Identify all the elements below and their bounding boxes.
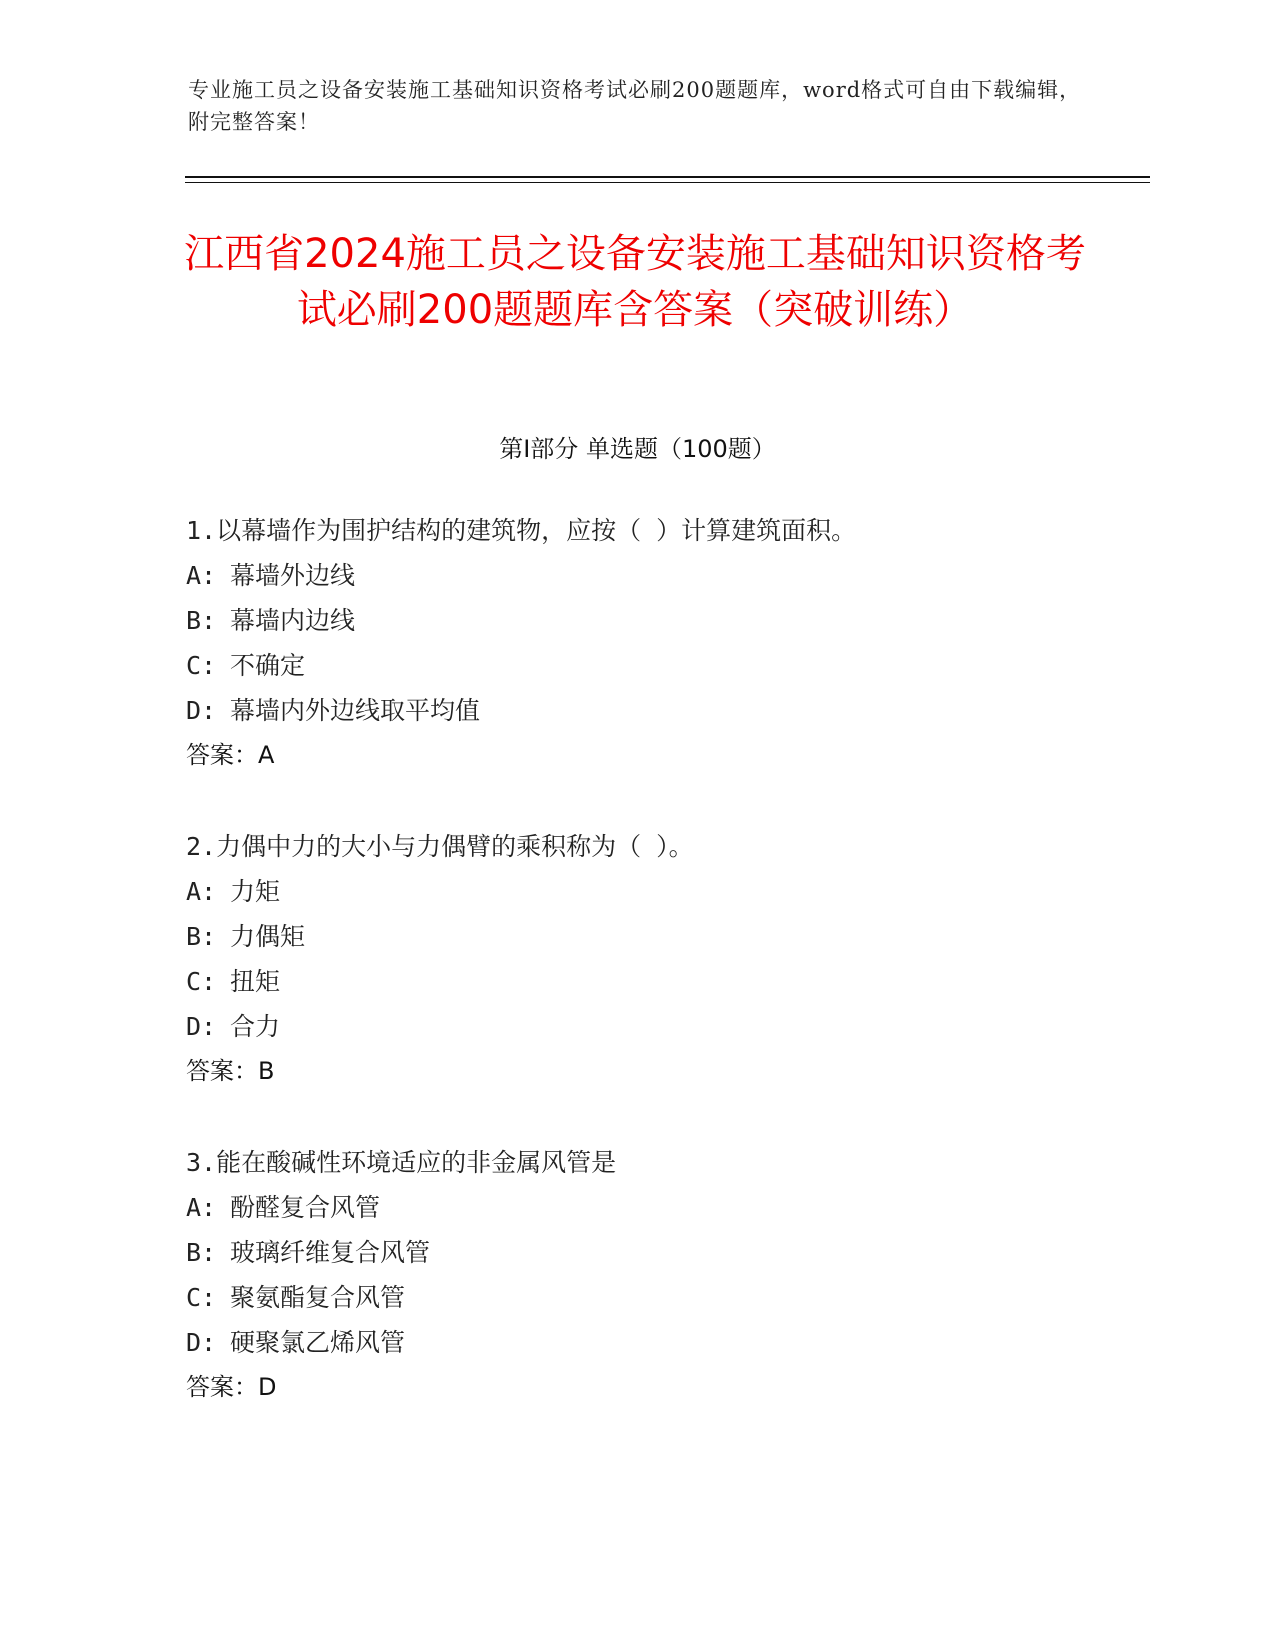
option-c: [186, 1275, 1186, 1320]
option-text: 酚醛复合风管: [230, 1193, 381, 1222]
option-letter: B:: [186, 1238, 217, 1267]
option-d: [186, 1320, 1186, 1365]
option-letter: A:: [186, 561, 217, 590]
option-text: 合力: [230, 1012, 281, 1041]
document-title: 江西省2024施工员之设备安装施工基础知识资格考试必刷200题题库含答案（突破训练）: [184, 231, 1086, 333]
option-letter: D:: [186, 1012, 217, 1041]
option-text: 力偶矩: [230, 922, 306, 951]
option-a: [186, 1185, 1186, 1230]
option-text: 聚氨酯复合风管: [230, 1283, 406, 1312]
answer-line: 答案：B: [186, 1057, 275, 1085]
option-letter: D:: [186, 1328, 217, 1357]
option-text: 扭矩: [230, 967, 281, 996]
answer-line: 答案：A: [186, 741, 275, 769]
option-text: 玻璃纤维复合风管: [230, 1238, 431, 1267]
header-divider-thick: [185, 176, 1150, 178]
option-text: 不确定: [230, 651, 306, 680]
option-letter: C:: [186, 651, 217, 680]
option-b: [186, 1230, 1186, 1275]
option-text: 幕墙内外边线取平均值: [230, 696, 481, 725]
question-stem: 3.能在酸碱性环境适应的非金属风管是: [186, 1148, 617, 1177]
option-letter: B:: [186, 606, 217, 635]
option-letter: D:: [186, 696, 217, 725]
option-letter: B:: [186, 922, 217, 951]
option-c: [186, 643, 1186, 688]
option-letter: A:: [186, 877, 217, 906]
option-d: [186, 688, 1186, 733]
option-text: 力矩: [230, 877, 281, 906]
header-divider-thin: [185, 182, 1150, 183]
option-b: [186, 598, 1186, 643]
option-letter: A:: [186, 1193, 217, 1222]
option-d: [186, 1004, 1186, 1049]
section-heading: 第I部分 单选题（100题）: [499, 435, 776, 463]
option-c: [186, 959, 1186, 1004]
option-text: 硬聚氯乙烯风管: [230, 1328, 406, 1357]
question-block: [186, 1140, 1186, 1410]
option-b: [186, 914, 1186, 959]
option-a: [186, 553, 1186, 598]
option-text: 幕墙内边线: [230, 606, 356, 635]
question-block: [186, 508, 1186, 778]
question-stem: 2.力偶中力的大小与力偶臂的乘积称为（ ）。: [186, 832, 694, 861]
question-stem: 1.以幕墙作为围护结构的建筑物，应按（ ）计算建筑面积。: [186, 516, 857, 545]
option-letter: C:: [186, 967, 217, 996]
answer-line: 答案：D: [186, 1373, 277, 1401]
header-note: 专业施工员之设备安装施工基础知识资格考试必刷200题题库，word格式可自由下载编辑，附完整答案！: [188, 78, 1082, 134]
option-a: [186, 869, 1186, 914]
option-letter: C:: [186, 1283, 217, 1312]
question-block: [186, 824, 1186, 1094]
option-text: 幕墙外边线: [230, 561, 356, 590]
